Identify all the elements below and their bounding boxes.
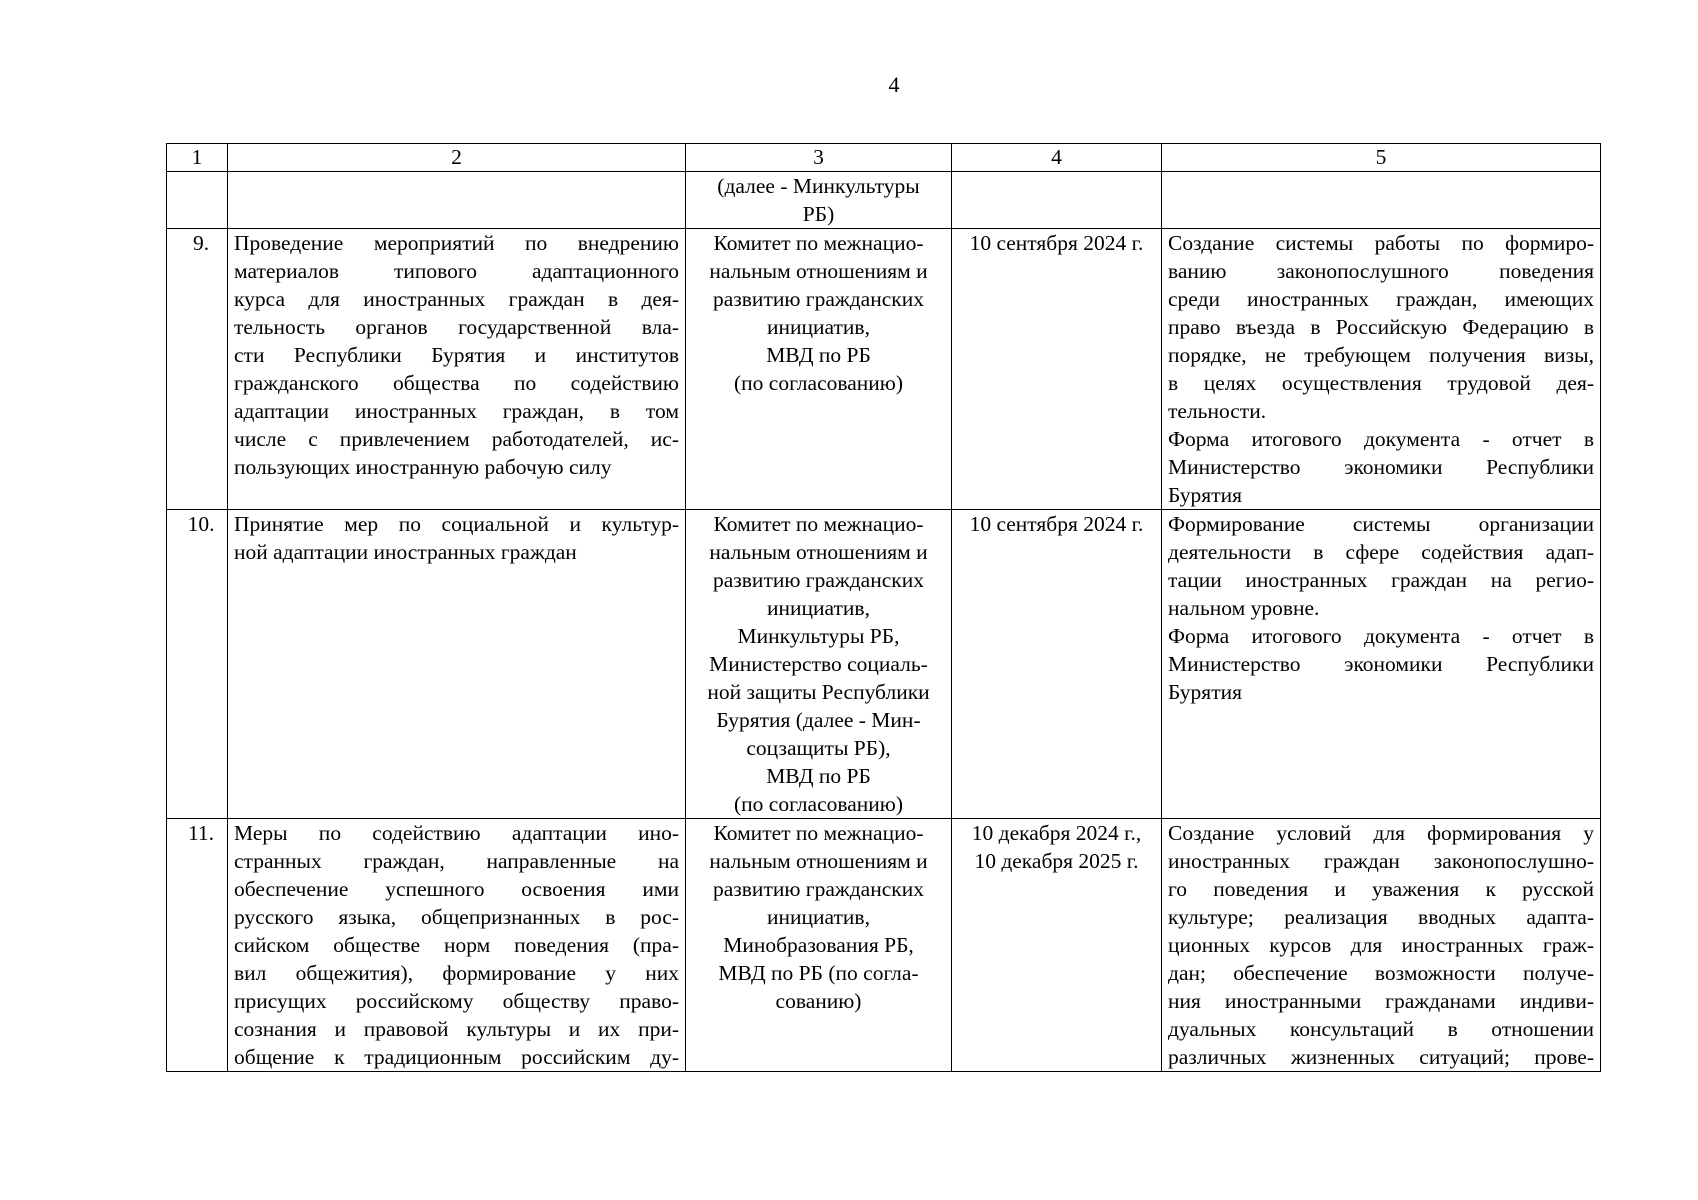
cell-measure [228,172,686,229]
cell-measure [228,819,686,1072]
cell-line: Комитет по межнацио- [713,512,924,536]
cell-line: ванию законопослушного поведения [1168,259,1594,283]
cell-line: 10 декабря 2025 г. [974,849,1139,873]
cell-line: деятельности в сфере содействия адап- [1168,540,1594,564]
cell-line: Минкультуры РБ, [737,624,900,648]
column-header-4: 4 [952,144,1162,172]
table-row [167,819,1601,1072]
cell-num [167,819,228,1072]
cell-line: присущих российскому обществу право- [234,989,679,1013]
cell-line: Формирование системы организации [1168,512,1594,536]
cell-line: нальном уровне. [1168,596,1320,620]
cell-line: сийском обществе норм поведения (пра- [234,933,679,957]
cell-num [167,229,228,510]
cell-line: МВД по РБ [766,764,871,788]
table-row-continuation [167,172,1601,229]
cell-line: гражданского общества по содействию [234,371,679,395]
cell-line: Принятие мер по социальной и культур- [234,512,679,536]
cell-line: тельности. [1168,399,1267,423]
cell-line: право въезда в Российскую Федерацию в [1168,315,1594,339]
cell-measure [228,229,686,510]
cell-line: инициатив, [767,596,870,620]
cell-line: Министерство социаль- [709,652,928,676]
cell-line: среди иностранных граждан, имеющих [1168,287,1594,311]
cell-line: различных жизненных ситуаций; прове- [1168,1045,1594,1069]
cell-line: ционных курсов для иностранных граж- [1168,933,1594,957]
cell-deadline [952,229,1162,510]
cell-line: дан; обеспечение возможности получе- [1168,961,1594,985]
cell-measure [228,510,686,819]
cell-line: материалов типового адаптационного [234,259,679,283]
table-header-row [167,144,1601,172]
cell-line: адаптации иностранных граждан, в том [234,399,679,423]
cell-line: инициатив, [767,905,870,929]
cell-line: развитию гражданских [713,568,924,592]
cell-line: тации иностранных граждан на регио- [1168,568,1594,592]
row-number: 10. [187,512,215,536]
page-number: 4 [888,72,900,97]
column-header-1: 1 [167,144,228,172]
cell-line: нальным отношениям и [709,540,928,564]
cell-line: нальным отношениям и [709,259,928,283]
cell-line: 10 декабря 2024 г., [971,821,1142,845]
cell-line: Проведение мероприятий по внедрению [234,231,679,255]
cell-line: РБ) [802,202,835,226]
cell-line: МВД по РБ (по согла- [718,961,919,985]
cell-line: ной адаптации иностранных граждан [234,540,577,564]
cell-responsible [686,229,952,510]
cell-line: инициатив, [767,315,870,339]
cell-line: (по согласованию) [733,371,904,395]
cell-line: развитию гражданских [713,877,924,901]
cell-line: 10 сентября 2024 г. [969,231,1144,255]
cell-line: Создание системы работы по формиро- [1168,231,1594,255]
measures-table [166,143,1601,1072]
cell-line: числе с привлечением работодателей, ис- [234,427,679,451]
cell-responsible [686,819,952,1072]
cell-line: Бурятия [1168,680,1242,704]
cell-line: русского языка, общепризнанных в рос- [234,905,679,929]
cell-line: (по согласованию) [733,792,904,816]
column-header-5: 5 [1162,144,1601,172]
cell-line: обеспечение успешного освоения ими [234,877,679,901]
cell-line: иностранных граждан законопослушно- [1168,849,1594,873]
cell-line: Бурятия (далее - Мин- [716,708,921,732]
column-header-3: 3 [686,144,952,172]
cell-deadline [952,819,1162,1072]
cell-line: МВД по РБ [766,343,871,367]
cell-line: тельность органов государственной вла- [234,315,679,339]
cell-result [1162,819,1601,1072]
cell-line: сознания и правовой культуры и их при- [234,1017,679,1041]
cell-line: нальным отношениям и [709,849,928,873]
cell-line: Комитет по межнацио- [713,821,924,845]
cell-num [167,510,228,819]
cell-line: ния иностранными гражданами индиви- [1168,989,1594,1013]
cell-deadline [952,172,1162,229]
cell-line: в целях осуществления трудовой дея- [1168,371,1594,395]
cell-result [1162,510,1601,819]
cell-line: дуальных консультаций в отношении [1168,1017,1594,1041]
cell-line: ной защиты Республики [707,680,930,704]
cell-result [1162,172,1601,229]
row-number: 11. [187,821,215,845]
cell-line: общение к традиционным российским ду- [234,1045,679,1069]
cell-line: Министерство экономики Республики [1168,652,1594,676]
cell-line: Создание условий для формирования у [1168,821,1594,845]
cell-responsible [686,510,952,819]
cell-line: Форма итогового документа - отчет в [1168,427,1594,451]
cell-line: пользующих иностранную рабочую силу [234,455,612,479]
cell-line: (далее - Минкультуры [717,174,920,198]
cell-line: развитию гражданских [713,287,924,311]
cell-line: соцзащиты РБ), [746,736,891,760]
cell-line: Бурятия [1168,483,1242,507]
cell-line: культуре; реализация вводных адапта- [1168,905,1594,929]
cell-line: порядке, не требующем получения визы, [1168,343,1594,367]
cell-deadline [952,510,1162,819]
cell-line: Меры по содействию адаптации ино- [234,821,679,845]
cell-line: вил общежития), формирование у них [234,961,679,985]
cell-line: курса для иностранных граждан в дея- [234,287,679,311]
cell-result [1162,229,1601,510]
cell-line: сти Республики Бурятия и институтов [234,343,679,367]
cell-line: го поведения и уважения к русской [1168,877,1594,901]
cell-line: Минобразования РБ, [723,933,914,957]
cell-line: странных граждан, направленные на [234,849,679,873]
cell-responsible [686,172,952,229]
table-row [167,510,1601,819]
cell-line: 10 сентября 2024 г. [969,512,1144,536]
table-row [167,229,1601,510]
cell-line: Форма итогового документа - отчет в [1168,624,1594,648]
row-number: 9. [192,231,210,255]
cell-line: Комитет по межнацио- [713,231,924,255]
cell-num [167,172,228,229]
column-header-2: 2 [228,144,686,172]
cell-line: сованию) [775,989,862,1013]
cell-line: Министерство экономики Республики [1168,455,1594,479]
